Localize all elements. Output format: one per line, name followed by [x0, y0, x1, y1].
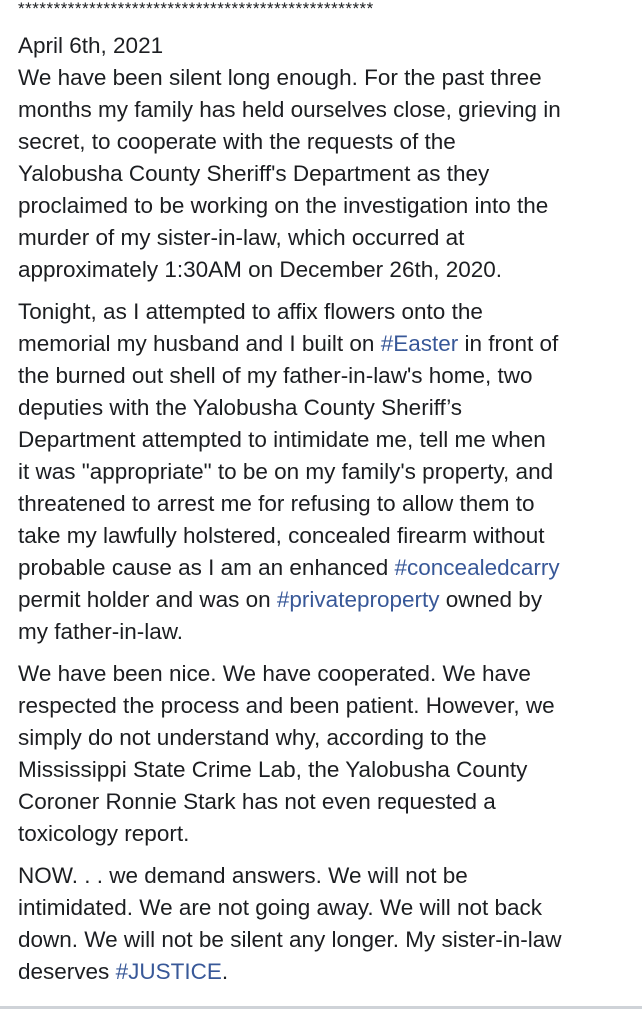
- text-segment: NOW. . . we demand answers. We will not be: [18, 863, 468, 888]
- text-line: [18, 818, 634, 850]
- text-line: [18, 30, 634, 62]
- text-segment: Mississippi State Crime Lab, the Yalobusha County: [18, 757, 528, 782]
- post-paragraph: [18, 296, 634, 648]
- text-segment: secret, to cooperate with the requests of the: [18, 129, 456, 154]
- post-paragraph: [18, 860, 634, 988]
- text-line: [18, 158, 634, 190]
- text-line: [18, 488, 634, 520]
- text-line: [18, 62, 634, 94]
- text-line: [18, 456, 634, 488]
- text-line: [18, 190, 634, 222]
- hashtag-link[interactable]: #JUSTICE: [115, 959, 222, 984]
- text-line: [18, 424, 634, 456]
- text-segment: Department attempted to intimidate me, tell me when: [18, 427, 546, 452]
- text-segment: in front of: [458, 331, 559, 356]
- text-line: [18, 552, 634, 584]
- text-segment: deserves: [18, 959, 116, 984]
- text-segment: the burned out shell of my father-in-law's home, two: [18, 363, 533, 388]
- text-line: [18, 584, 634, 616]
- text-line: [18, 296, 634, 328]
- text-segment: .: [221, 959, 229, 984]
- post-text: [18, 30, 634, 998]
- hashtag-link[interactable]: #privateproperty: [276, 587, 440, 612]
- post-paragraph: [18, 30, 634, 286]
- text-segment: toxicology report.: [18, 821, 190, 846]
- text-line: [18, 520, 634, 552]
- text-segment: respected the process and been patient. However, we: [18, 693, 555, 718]
- text-line: [18, 956, 634, 988]
- text-line: [18, 860, 634, 892]
- text-segment: intimidated. We are not going away. We will not back: [18, 895, 543, 920]
- text-segment: take my lawfully holstered, concealed firearm without: [18, 523, 545, 548]
- text-line: [18, 924, 634, 956]
- text-segment: my father-in-law.: [18, 619, 184, 644]
- text-segment: owned by: [439, 587, 543, 612]
- text-segment: Coroner Ronnie Stark has not even requested a: [18, 789, 496, 814]
- hashtag-link[interactable]: #concealedcarry: [394, 555, 560, 580]
- text-segment: deputies with the Yalobusha County Sheriff’s: [18, 395, 463, 420]
- text-line: [18, 254, 634, 286]
- text-segment: Tonight, as I attempted to affix flowers onto the: [18, 299, 483, 324]
- text-segment: months my family has held ourselves close, grieving in: [18, 97, 561, 122]
- text-segment: simply do not understand why, according to the: [18, 725, 487, 750]
- text-line: [18, 328, 634, 360]
- text-segment: April 6th, 2021: [18, 33, 164, 58]
- text-line: [18, 126, 634, 158]
- text-segment: threatened to arrest me for refusing to allow them to: [18, 491, 535, 516]
- text-line: [18, 94, 634, 126]
- text-line: [18, 690, 634, 722]
- text-line: [18, 616, 634, 648]
- text-segment: murder of my sister-in-law, which occurred at: [18, 225, 465, 250]
- text-segment: We have been silent long enough. For the past three: [18, 65, 542, 90]
- text-segment: permit holder and was on: [18, 587, 277, 612]
- text-segment: proclaimed to be working on the investigation into the: [18, 193, 549, 218]
- text-line: [18, 722, 634, 754]
- text-segment: it was "appropriate" to be on my family's property, and: [18, 459, 554, 484]
- text-line: [18, 360, 634, 392]
- text-segment: approximately 1:30AM on December 26th, 2020.: [18, 257, 503, 282]
- text-line: [18, 658, 634, 690]
- text-line: [18, 786, 634, 818]
- text-segment: We have been nice. We have cooperated. We have: [18, 661, 531, 686]
- text-segment: memorial my husband and I built on: [18, 331, 381, 356]
- text-segment: down. We will not be silent any longer. My sister-in-law: [18, 927, 562, 952]
- hashtag-link[interactable]: #Easter: [380, 331, 459, 356]
- text-line: [18, 392, 634, 424]
- text-line: [18, 222, 634, 254]
- text-line: [18, 754, 634, 786]
- text-segment: Yalobusha County Sheriff's Department as they: [18, 161, 490, 186]
- text-line: [18, 892, 634, 924]
- asterisk-divider: **************************************************: [18, 0, 374, 18]
- post-paragraph: [18, 658, 634, 850]
- text-segment: probable cause as I am an enhanced: [18, 555, 395, 580]
